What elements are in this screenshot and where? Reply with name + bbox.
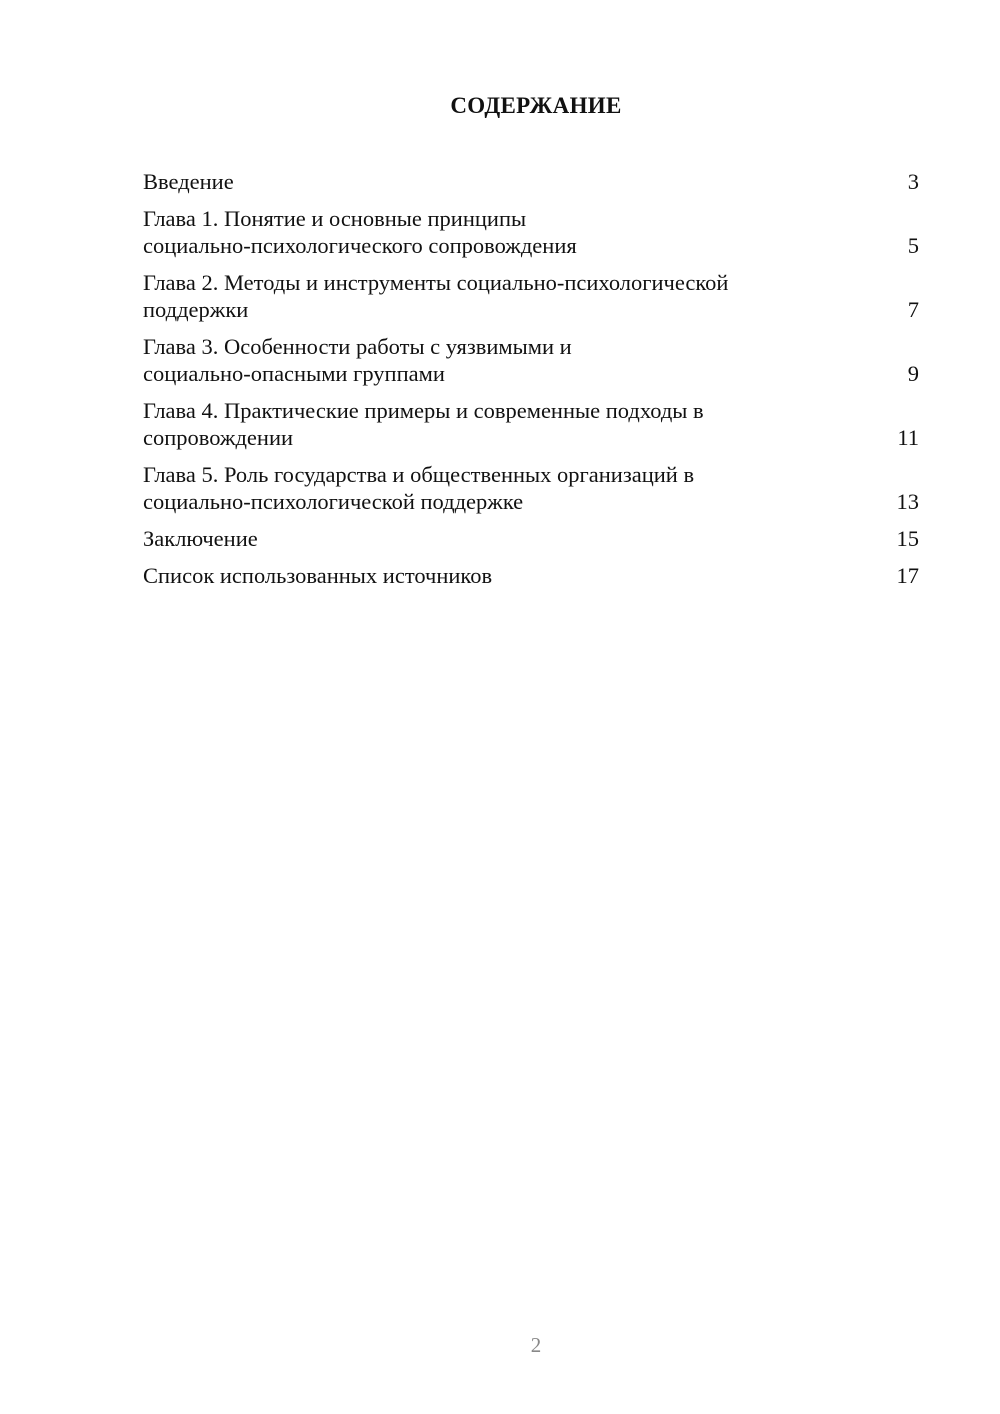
- toc-entry-title-line-2: сопровождении: [143, 425, 294, 450]
- toc-entry-page: 15: [896, 526, 919, 551]
- toc-entry-chapter-2[interactable]: [143, 269, 919, 323]
- toc-entry-page: 13: [896, 489, 919, 514]
- toc-entry-title-line-1: Глава 5. Роль государства и общественных организаций в: [143, 462, 695, 487]
- toc-entry-page: 7: [907, 297, 919, 322]
- toc-entry-title-line-2: социально-психологического сопровождения: [143, 233, 577, 258]
- toc-entry-title: Список использованных источников: [143, 563, 493, 588]
- toc-entry-chapter-5[interactable]: [143, 461, 919, 515]
- toc-entry-introduction[interactable]: [143, 168, 919, 195]
- toc-entry-conclusion[interactable]: [143, 525, 919, 552]
- page-number: 2: [530, 1333, 542, 1357]
- toc-entry-page: 17: [896, 563, 919, 588]
- toc-entry-page: 9: [907, 361, 919, 386]
- toc-entry-title: Введение: [143, 169, 234, 194]
- toc-entry-page: 5: [907, 233, 919, 258]
- toc-entry-title-line-1: Глава 3. Особенности работы с уязвимыми и: [143, 334, 572, 359]
- toc-entry-title-line-1: Глава 2. Методы и инструменты социально-психологической: [143, 270, 729, 295]
- toc-entry-references[interactable]: [143, 562, 919, 589]
- toc-entry-page: 3: [907, 169, 919, 194]
- toc-entry-title: Заключение: [143, 526, 258, 551]
- toc-entry-chapter-4[interactable]: [143, 397, 919, 451]
- toc-entry-chapter-1[interactable]: [143, 205, 919, 259]
- toc-entry-title-line-2: социально-психологической поддержке: [143, 489, 524, 514]
- table-of-contents: [143, 168, 919, 599]
- toc-entry-title-line-1: Глава 1. Понятие и основные принципы: [143, 206, 527, 231]
- toc-entry-chapter-3[interactable]: [143, 333, 919, 387]
- toc-entry-title-line-2: социально-опасными группами: [143, 361, 445, 386]
- toc-entry-title-line-1: Глава 4. Практические примеры и современные подходы в: [143, 398, 704, 423]
- toc-entry-page: 11: [897, 425, 919, 450]
- toc-heading: СОДЕРЖАНИЕ: [450, 93, 622, 118]
- toc-entry-title-line-2: поддержки: [143, 297, 249, 322]
